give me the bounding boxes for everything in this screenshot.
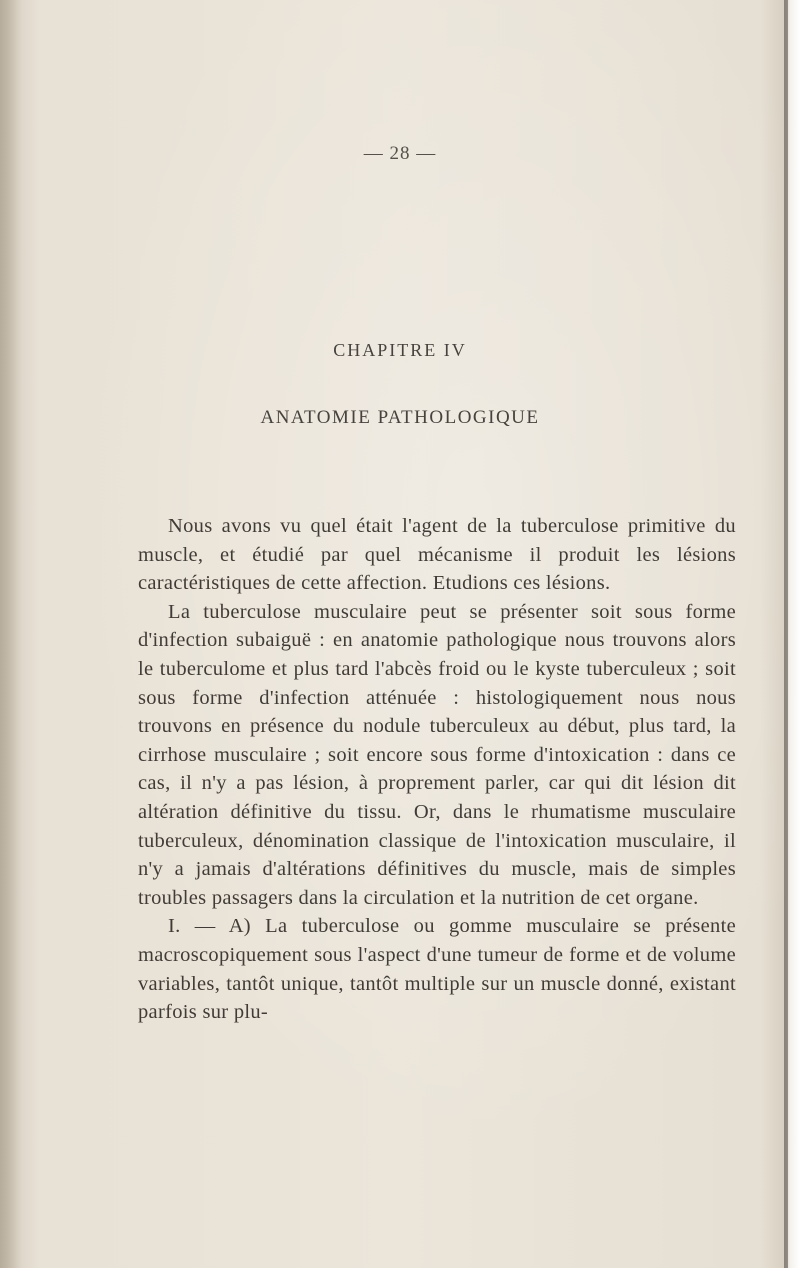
chapter-heading: CHAPITRE IV xyxy=(333,340,467,360)
page-number: — 28 — xyxy=(363,143,437,164)
paragraph: I. — A) La tuberculose ou gomme musculaire se présente macroscopiquement sous l'aspect d'une tumeur de forme et de volume variables, tantôt unique, tantôt multiple sur un muscle donné, existant parfois sur plu- xyxy=(138,915,736,1024)
page-gutter-shadow xyxy=(0,0,22,1268)
paragraph: Nous avons vu quel était l'agent de la tuberculose primitive du muscle, et étudié par quel mécanisme il produit les lésions caractéristiques de cette affection. Etudions ces lésions. xyxy=(138,515,736,595)
section-title: ANATOMIE PATHOLOGIQUE xyxy=(260,407,540,428)
paragraph: La tuberculose musculaire peut se présenter soit sous forme d'infection subaiguë : en anatomie pathologique nous trouvons alors le tuberculome et plus tard l'abcès froid ou le kyste tuberculeux ; soit sous forme d'infection atténuée : histologiquement nous nous trouvons en présence du nodule tuberculeux au début, plus tard, la cirrhose musculaire ; soit encore sous forme d'intoxication : dans ce cas, il n'y a pas lésion, à proprement parler, car qui dit lésion dit altération définitive du tissu. Or, dans le rhumatisme musculaire tuberculeux, dénomination classique de l'intoxication musculaire, il n'y a jamais d'altérations définitives du muscle, mais de simples troubles passagers dans la circulation et la nutrition de cet organe. xyxy=(138,600,736,909)
body-text xyxy=(138,512,736,1027)
page-edge-line xyxy=(784,0,788,1268)
